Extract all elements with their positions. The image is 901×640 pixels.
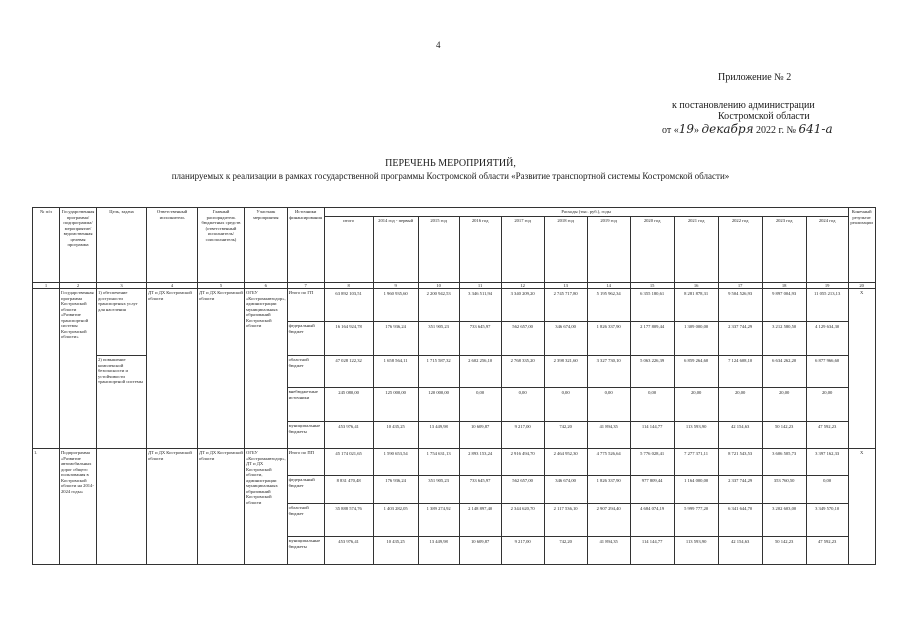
table-cell: 113 593,90 — [674, 537, 718, 565]
table-cell: 351 905,23 — [418, 322, 459, 356]
table-cell: 1 826 337,90 — [587, 322, 630, 356]
column-number: 13 — [544, 282, 587, 289]
budget-admin: ДТ и ДХ Костромской области — [198, 289, 245, 449]
column-number: 10 — [418, 282, 459, 289]
appendix-date-line — [662, 122, 833, 136]
header-2020: 2020 год — [630, 216, 674, 282]
table-cell: 4 684 074,19 — [630, 504, 674, 537]
row-number: 1. — [33, 449, 60, 565]
table-cell: 1 826 337,90 — [587, 476, 630, 504]
table-cell: 13 449,98 — [418, 422, 459, 449]
column-number: 7 — [287, 282, 324, 289]
source-name: федеральный бюджет — [287, 476, 324, 504]
table-cell: 9 217,00 — [501, 537, 544, 565]
table-cell: 0,00 — [587, 388, 630, 422]
table-cell: 47 592,23 — [806, 422, 848, 449]
column-number: 2 — [60, 282, 97, 289]
table-cell: 35 888 574,76 — [324, 504, 373, 537]
table-cell: 562 657,00 — [501, 476, 544, 504]
date-day: 19 — [678, 122, 695, 136]
column-number: 8 — [324, 282, 373, 289]
table-cell: 16 164 924,78 — [324, 322, 373, 356]
table-cell: 2 117 536,10 — [544, 504, 587, 537]
table-cell: 562 657,00 — [501, 322, 544, 356]
table-cell: 2 768 335,20 — [501, 356, 544, 388]
table-cell: 6 634 262,20 — [762, 356, 806, 388]
table-cell: 1 658 564,11 — [373, 356, 418, 388]
table-cell: 3 340 209,20 — [501, 289, 544, 322]
table-cell: 41 894,35 — [587, 537, 630, 565]
column-number: 1 — [33, 282, 60, 289]
goal — [97, 449, 147, 565]
header-2021: 2021 год — [674, 216, 718, 282]
table-cell: 3 606 505,73 — [762, 449, 806, 476]
column-number: 9 — [373, 282, 418, 289]
table-cell: 120 000,00 — [418, 388, 459, 422]
table-cell: 10 435,25 — [373, 422, 418, 449]
table-cell: 453 976,41 — [324, 422, 373, 449]
source-name: муниципальные бюджеты — [287, 422, 324, 449]
column-number: 4 — [147, 282, 198, 289]
program-name: Государственная программа Костромской области «Развитие транспортной системы Костромской области» — [60, 289, 97, 449]
table-cell: 2 893 153,24 — [459, 449, 501, 476]
table-cell: 3 397 162,33 — [806, 449, 848, 476]
table-cell: 1 960 935,60 — [373, 289, 418, 322]
table-cell: 2 344 620,70 — [501, 504, 544, 537]
table-cell: 2 745 717,80 — [544, 289, 587, 322]
table-cell: 6 341 644,70 — [718, 504, 762, 537]
table-cell: 125 000,00 — [373, 388, 418, 422]
header-2024: 2024 год — [806, 216, 848, 282]
table-cell: 3 327 730,10 — [587, 356, 630, 388]
table-cell: 10 609,87 — [459, 537, 501, 565]
table-cell: 13 449,98 — [418, 537, 459, 565]
appendix-title: Приложение № 2 — [718, 72, 792, 83]
table-cell: 3 212 580,50 — [762, 322, 806, 356]
table-cell: 176 936,24 — [373, 322, 418, 356]
date-month: декабря — [701, 122, 754, 136]
table-cell: 245 080,00 — [324, 388, 373, 422]
header-participant: Участник мероприятия — [245, 208, 288, 283]
executor: ДТ и ДХ Костромской области — [147, 449, 198, 565]
table-cell: 8 831 470,48 — [324, 476, 373, 504]
header-no: № п/п — [33, 208, 60, 283]
table-cell: 453 976,41 — [324, 537, 373, 565]
table-cell: 6 859 264,60 — [674, 356, 718, 388]
table-cell: 20,00 — [674, 388, 718, 422]
table-cell: 114 144,77 — [630, 422, 674, 449]
table-cell: 1 309 000,00 — [674, 322, 718, 356]
table-cell: 113 593,90 — [674, 422, 718, 449]
table-cell: 20,00 — [806, 388, 848, 422]
table-cell: 353 760,50 — [762, 476, 806, 504]
table-cell: 742,20 — [544, 422, 587, 449]
column-number: 19 — [806, 282, 848, 289]
table-cell: 733 645,97 — [459, 322, 501, 356]
result: X — [848, 449, 875, 565]
table-cell: 0,00 — [630, 388, 674, 422]
table-cell: 3 349 570,10 — [806, 504, 848, 537]
source-name: областной бюджет — [287, 504, 324, 537]
table-cell: 41 894,35 — [587, 422, 630, 449]
table-row — [33, 289, 876, 322]
header-2014: 2014 год - первый — [373, 216, 418, 282]
header-goal: Цель, задача — [97, 208, 147, 283]
table-row — [33, 449, 876, 476]
date-mid: » — [694, 125, 702, 136]
document-title: ПЕРЕЧЕНЬ МЕРОПРИЯТИЙ, — [385, 158, 516, 169]
table-cell: 346 674,00 — [544, 476, 587, 504]
table-cell: 2 337 744,29 — [718, 476, 762, 504]
column-number: 11 — [459, 282, 501, 289]
source-name: Итого по ГП — [287, 289, 324, 322]
header-budget-admin: Главный распорядитель бюджетных средств (ответственный исполнитель/ соисполнитель) — [198, 208, 245, 283]
table-cell: 742,20 — [544, 537, 587, 565]
column-number: 18 — [762, 282, 806, 289]
column-number: 12 — [501, 282, 544, 289]
header-program: Государственная программа/ подпрограмма/ мероприятие/ведомственная целевая программа — [60, 208, 97, 283]
table-cell: 2 602 256,10 — [459, 356, 501, 388]
table-cell: 114 144,77 — [630, 537, 674, 565]
header-2018: 2018 год — [544, 216, 587, 282]
column-number: 3 — [97, 282, 147, 289]
header-2016: 2016 год — [459, 216, 501, 282]
table-cell: 63 892 103,51 — [324, 289, 373, 322]
page-number: 4 — [436, 40, 441, 50]
source-name: федеральный бюджет — [287, 322, 324, 356]
executor: ДТ и ДХ Костромской области — [147, 289, 198, 449]
table-cell: 9 897 004,93 — [762, 289, 806, 322]
header-total: итого — [324, 216, 373, 282]
goal-1: 1) обеспечение доступности транспортных услуг для населения — [97, 289, 147, 356]
table-cell: 45 174 021,65 — [324, 449, 373, 476]
table-cell: 5 063 226,39 — [630, 356, 674, 388]
header-2023: 2023 год — [762, 216, 806, 282]
table-cell: 0,00 — [544, 388, 587, 422]
measures-table — [32, 207, 876, 565]
column-number: 14 — [587, 282, 630, 289]
column-number: 16 — [674, 282, 718, 289]
row-number — [33, 289, 60, 449]
appendix-line-1: к постановлению администрации — [672, 100, 815, 111]
header-sources: Источники финансирования — [287, 208, 324, 283]
table-cell: 7 277 371,11 — [674, 449, 718, 476]
appendix-line-2: Костромской области — [718, 111, 810, 122]
table-cell: 2 200 942,53 — [418, 289, 459, 322]
table-cell: 9 504 526,93 — [718, 289, 762, 322]
header-2022: 2022 год — [718, 216, 762, 282]
date-prefix: от « — [662, 125, 679, 136]
table-cell: 176 936,24 — [373, 476, 418, 504]
table-cell: 7 124 608,10 — [718, 356, 762, 388]
column-number: 17 — [718, 282, 762, 289]
table-cell: 8 721 543,53 — [718, 449, 762, 476]
source-name: внебюджетные источники — [287, 388, 324, 422]
source-name: Итого по ПП — [287, 449, 324, 476]
program-name: Подпрограмма «Развитие автомобильных дорог общего пользования в Костромской области на 2014-2024 годы» — [60, 449, 97, 565]
table-cell: 2 337 744,29 — [718, 322, 762, 356]
table-cell: 4 775 526,64 — [587, 449, 630, 476]
table-cell: 0,00 — [459, 388, 501, 422]
header-executor: Ответственный исполнитель — [147, 208, 198, 283]
header-2017: 2017 год — [501, 216, 544, 282]
header-2015: 2015 год — [418, 216, 459, 282]
column-number: 20 — [848, 282, 875, 289]
table-cell: 42 154,63 — [718, 537, 762, 565]
table-cell: 42 154,63 — [718, 422, 762, 449]
table-cell: 50 142,23 — [762, 422, 806, 449]
participant: ОГБУ «Костромаавтодор», ДТ и ДХ Костромской области, администрации муниципальных образований Костромской области — [245, 449, 288, 565]
table-cell: 0,00 — [501, 388, 544, 422]
table-cell: 2 177 809,44 — [630, 322, 674, 356]
table-cell: 47 028 122,32 — [324, 356, 373, 388]
table-cell: 1 403 282,05 — [373, 504, 418, 537]
goal-2: 2) повышение комплексной безопасности и устойчивости транспортной системы — [97, 356, 147, 449]
table-cell: 20,00 — [762, 388, 806, 422]
table-cell: 2 464 952,30 — [544, 449, 587, 476]
table-cell: 1 164 000,00 — [674, 476, 718, 504]
table-cell: 8 281 878,31 — [674, 289, 718, 322]
header-2019: 2019 год — [587, 216, 630, 282]
table-cell: 47 592,23 — [806, 537, 848, 565]
table-cell: 3 202 603,00 — [762, 504, 806, 537]
table-cell: 3 346 511,94 — [459, 289, 501, 322]
table-cell: 5 999 777,20 — [674, 504, 718, 537]
table-cell: 1 715 587,32 — [418, 356, 459, 388]
table-cell: 1 754 631,13 — [418, 449, 459, 476]
table-cell: 2 398 321,60 — [544, 356, 587, 388]
table-cell: 20,00 — [718, 388, 762, 422]
table-cell: 1 389 274,92 — [418, 504, 459, 537]
table-cell: 346 674,00 — [544, 322, 587, 356]
column-number: 5 — [198, 282, 245, 289]
table-cell: 2 916 494,70 — [501, 449, 544, 476]
table-cell: 5 195 962,34 — [587, 289, 630, 322]
table-cell: 2 907 294,40 — [587, 504, 630, 537]
document-subtitle: планируемых к реализации в рамках государственной программы Костромской области «Развитие транспортной системы Костромской области» — [171, 171, 730, 181]
table-cell: 9 217,00 — [501, 422, 544, 449]
date-year: 2022 г. № — [753, 125, 799, 136]
decree-number: 641-а — [798, 122, 833, 136]
table-cell: 6 355 180,61 — [630, 289, 674, 322]
table-cell: 1 590 653,54 — [373, 449, 418, 476]
result: X — [848, 289, 875, 449]
table-cell: 11 055 213,13 — [806, 289, 848, 322]
table-cell: 733 645,97 — [459, 476, 501, 504]
table-cell: 351 905,23 — [418, 476, 459, 504]
table-cell: 0,00 — [806, 476, 848, 504]
source-name: муниципальные бюджеты — [287, 537, 324, 565]
table-cell: 2 148 897,40 — [459, 504, 501, 537]
table-cell: 5 776 028,41 — [630, 449, 674, 476]
budget-admin: ДТ и ДХ Костромской области — [198, 449, 245, 565]
source-name: областной бюджет — [287, 356, 324, 388]
column-number: 6 — [245, 282, 288, 289]
header-result: Конечный результат реализации — [848, 208, 875, 283]
table-cell: 977 809,44 — [630, 476, 674, 504]
table-cell: 6 877 966,60 — [806, 356, 848, 388]
column-number: 15 — [630, 282, 674, 289]
header-expenses: Расходы (тыс. руб.), годы — [324, 208, 848, 217]
table-cell: 10 609,87 — [459, 422, 501, 449]
table-cell: 10 435,25 — [373, 537, 418, 565]
table-cell: 50 142,23 — [762, 537, 806, 565]
participant: ОГБУ «Костромаавтодор», администрации муниципальных образований Костромской области — [245, 289, 288, 449]
table-cell: 4 129 634,30 — [806, 322, 848, 356]
